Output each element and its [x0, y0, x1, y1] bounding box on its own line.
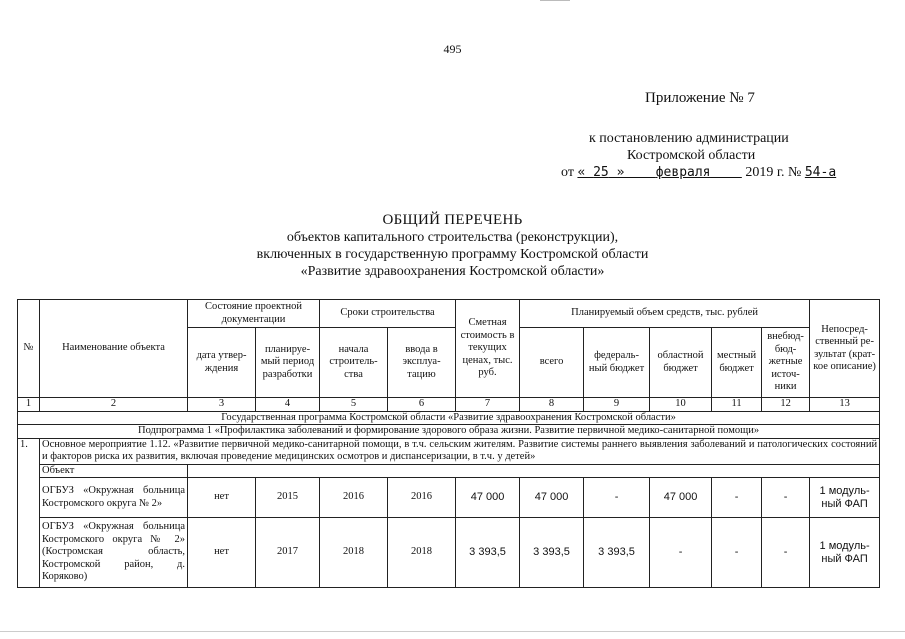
- scan-bottom-edge: [0, 631, 905, 632]
- col-number: 6: [388, 398, 456, 412]
- title-line-3: включенных в государственную программу Костромской области: [256, 247, 649, 262]
- measure-row: Основное мероприятие 1.12. «Развитие первичной медико-санитарной помощи, в т.ч. сельским жителям. Развитие системы раннего выявления заболеваний и патологических состояний и факторов риска их развития, включая проведение медицинских осмотров и диспансеризации, в т.ч. у детей»: [40, 438, 880, 464]
- header-commission: ввода в эксплуа-тацию: [388, 328, 456, 398]
- header-local: местный бюджет: [712, 328, 762, 398]
- approval-cell: нет: [188, 478, 256, 518]
- header-total: всего: [520, 328, 584, 398]
- header-funds: Планируемый объем средств, тыс. рублей: [520, 300, 810, 328]
- measure-number: 1.: [18, 438, 40, 588]
- col-number: 10: [650, 398, 712, 412]
- object-name: ОГБУЗ «Окружная больница Костромского округа № 2» (Костромская область, Костромской район, д. Коряково): [40, 518, 188, 588]
- header-terms: Сроки строительства: [320, 300, 456, 328]
- document-title: [0, 212, 905, 280]
- header-planned-period: планируе-мый период разработки: [256, 328, 320, 398]
- header-start: начала строитель-ства: [320, 328, 388, 398]
- appendix-label: Приложение № 7: [645, 90, 755, 106]
- object-name: ОГБУЗ «Окружная больница Костромского округа № 2»: [40, 478, 188, 518]
- col-number: 2: [40, 398, 188, 412]
- decree-line-1: к постановлению администрации: [589, 131, 789, 146]
- decree-month: февраля: [655, 165, 711, 180]
- title-main: ОБЩИЙ ПЕРЕЧЕНЬ: [382, 212, 523, 228]
- objects-table: [17, 299, 880, 588]
- object-label-filler: [188, 464, 880, 478]
- col-number: 11: [712, 398, 762, 412]
- total-cell: 47 000: [520, 478, 584, 518]
- header-approval-date: дата утвер-ждения: [188, 328, 256, 398]
- subprogram-row: Подпрограмма 1 «Профилактика заболеваний и формирование здорового образа жизни. Развитие первичной медико-санитарной помощи»: [18, 425, 880, 439]
- result-cell: 1 модуль-ный ФАП: [810, 478, 880, 518]
- decree-year: 2019 г. №: [745, 165, 802, 180]
- decree-day: « 25 » февраля: [577, 165, 711, 180]
- federal-cell: 3 393,5: [584, 518, 650, 588]
- decree-number: 54-а: [804, 165, 837, 180]
- result-cell: 1 модуль-ный ФАП: [810, 518, 880, 588]
- object-label: Объект: [40, 464, 188, 478]
- commission-cell: 2016: [388, 478, 456, 518]
- column-numbers-row: [18, 398, 880, 412]
- total-cell: 3 393,5: [520, 518, 584, 588]
- col-number: 13: [810, 398, 880, 412]
- regional-cell: 47 000: [650, 478, 712, 518]
- decree-date-number: [561, 165, 836, 181]
- col-number: 5: [320, 398, 388, 412]
- page-number: 495: [443, 42, 462, 56]
- header-result: Непосред-ственный ре-зультат (крат-кое описание): [810, 300, 880, 398]
- header-name: Наименование объекта: [40, 300, 188, 398]
- period-cell: 2015: [256, 478, 320, 518]
- regional-cell: -: [650, 518, 712, 588]
- col-number: 12: [762, 398, 810, 412]
- title-line-2: объектов капитального строительства (реконструкции),: [286, 230, 619, 245]
- title-line-4: «Развитие здравоохранения Костромской области»: [300, 264, 605, 279]
- scan-edge-mark: [540, 0, 570, 1]
- header-federal: федераль-ный бюджет: [584, 328, 650, 398]
- col-number: 9: [584, 398, 650, 412]
- header-num: №: [18, 300, 40, 398]
- decree-from: от: [561, 165, 574, 180]
- offbudget-cell: -: [762, 518, 810, 588]
- cost-cell: 3 393,5: [456, 518, 520, 588]
- col-number: 8: [520, 398, 584, 412]
- col-number: 7: [456, 398, 520, 412]
- table-row: [18, 478, 880, 518]
- start-cell: 2018: [320, 518, 388, 588]
- header-offbudget: внебюд-бюд-жетные источ-ники: [762, 328, 810, 398]
- federal-cell: -: [584, 478, 650, 518]
- local-cell: -: [712, 478, 762, 518]
- header-doc-state: Состояние проектной документации: [188, 300, 320, 328]
- header-regional: областной бюджет: [650, 328, 712, 398]
- start-cell: 2016: [320, 478, 388, 518]
- period-cell: 2017: [256, 518, 320, 588]
- approval-cell: нет: [188, 518, 256, 588]
- commission-cell: 2018: [388, 518, 456, 588]
- program-row: Государственная программа Костромской области «Развитие здравоохранения Костромской области»: [18, 411, 880, 425]
- col-number: 4: [256, 398, 320, 412]
- table-row: [18, 518, 880, 588]
- header-cost: Сметная стоимость в текущих ценах, тыс. руб.: [456, 300, 520, 398]
- col-number: 1: [18, 398, 40, 412]
- offbudget-cell: -: [762, 478, 810, 518]
- decree-line-2: Костромской области: [627, 148, 756, 163]
- local-cell: -: [712, 518, 762, 588]
- col-number: 3: [188, 398, 256, 412]
- cost-cell: 47 000: [456, 478, 520, 518]
